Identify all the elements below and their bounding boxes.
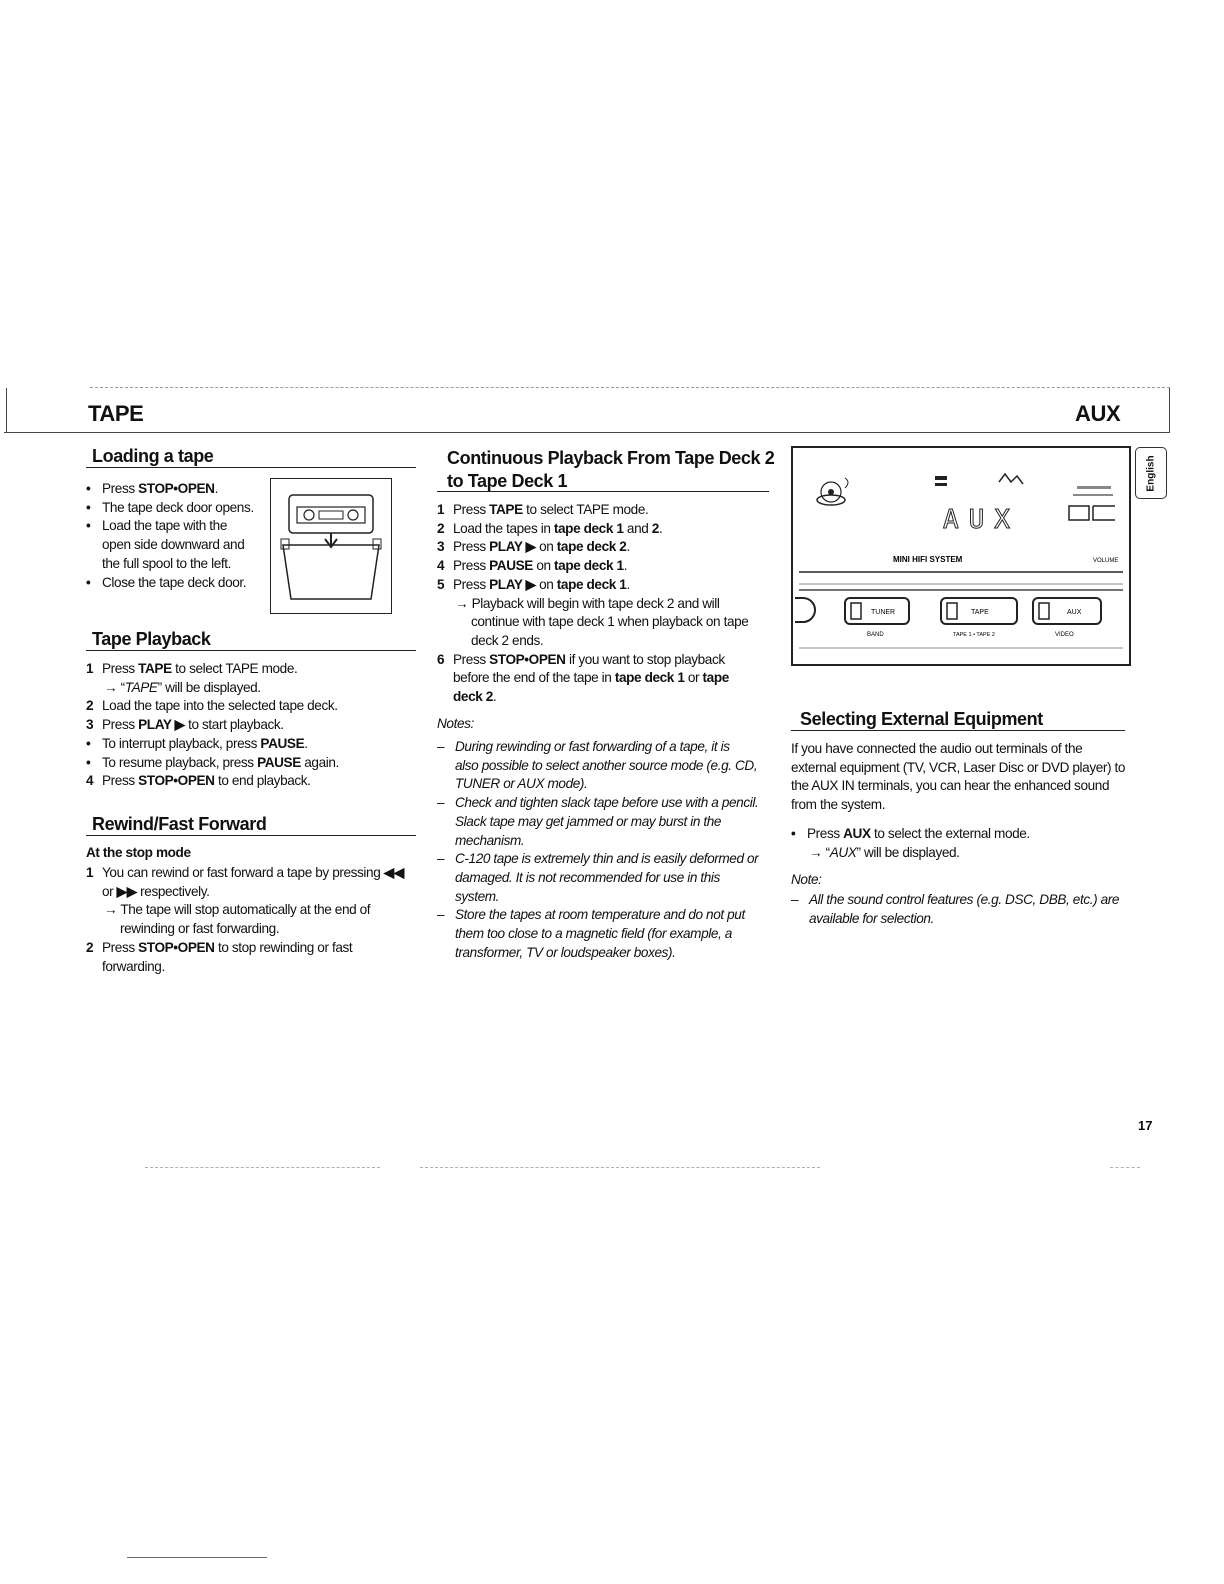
list-item-text (453, 502, 648, 517)
list-item (86, 697, 416, 716)
bold-term: tape deck 1 (556, 576, 627, 592)
note-item (437, 850, 772, 906)
list-marker: 6 (437, 651, 445, 667)
text-run: Press (102, 481, 139, 496)
text-run: or (102, 883, 117, 899)
text-run: Press (102, 773, 139, 789)
list-item (437, 669, 772, 688)
note-dash: – (437, 851, 445, 867)
note-line: TUNER or AUX mode). (455, 776, 588, 792)
list-item-text (453, 689, 496, 704)
text-run: ” will be displayed. (157, 679, 261, 695)
list-item-text (102, 940, 352, 955)
list-item (437, 632, 772, 651)
bold-term: STOP•OPEN (138, 939, 215, 955)
header-bottom-rule (4, 432, 1170, 433)
cassette-deck-icon (271, 479, 391, 613)
heading-continuous-playback-line1: Continuous Playback From Tape Deck 2 (447, 448, 775, 468)
bold-term: STOP•OPEN (489, 651, 566, 667)
text-run: Press (453, 558, 490, 574)
list-marker: 2 (86, 698, 94, 714)
note-item (437, 906, 772, 962)
list-item-text (471, 633, 543, 648)
list-marker: • (86, 754, 91, 770)
bold-term: STOP•OPEN (138, 481, 215, 496)
paragraph-line: the AUX IN terminals, you can hear the enhanced sound (791, 778, 1110, 794)
bold-term: ◀◀ (383, 865, 404, 880)
bottom-blue-rule (127, 1557, 267, 1558)
note-dash: – (791, 892, 799, 907)
list-item-text (453, 539, 630, 554)
list-marker: 5 (437, 576, 445, 592)
list-item (86, 499, 266, 518)
list-marker: • (86, 735, 91, 751)
language-tab-label: English (1145, 454, 1157, 492)
text-run: Load the tapes in (453, 520, 554, 536)
paragraph-line: If you have connected the audio out terminals of the (791, 741, 1083, 756)
list-item (86, 901, 416, 920)
text-run: Press (807, 826, 844, 841)
text-run: . (304, 735, 308, 751)
note-line: also possible to select another source mode (e.g. CD, (455, 757, 758, 773)
note-item (437, 794, 772, 850)
heading-tape-playback: Tape Playback (92, 629, 211, 649)
note-item (791, 891, 1131, 928)
notes-label: Notes: (437, 716, 474, 731)
heading-rule-external (791, 730, 1125, 731)
list-item (86, 939, 416, 958)
disc-icon (817, 478, 848, 505)
note-label: Note: (791, 872, 822, 887)
text-run: → Playback will begin with tape deck 2 and will (455, 595, 720, 611)
tape-button-label: TAPE (971, 609, 989, 616)
text-run: to select TAPE mode. (522, 502, 649, 517)
bold-term: AUX (843, 826, 871, 841)
list-marker: 3 (86, 717, 94, 733)
text-run: before the end of the tape in (453, 670, 615, 686)
list-marker: 2 (437, 520, 445, 536)
bold-term: PAUSE (489, 558, 533, 574)
list-item (86, 555, 266, 574)
text-run: deck 2 ends. (471, 632, 544, 648)
list-item-text (809, 845, 960, 860)
heading-rule-continuous (437, 491, 769, 492)
list-item (86, 864, 416, 883)
list-item-text (102, 556, 231, 571)
list-item (437, 613, 772, 632)
heading-continuous-playback-line2: to Tape Deck 1 (447, 471, 568, 491)
cassette-illustration (270, 478, 392, 614)
list-item-text (102, 661, 297, 676)
panel-system-label: MINI HIFI SYSTEM (893, 555, 963, 564)
list-item-text (102, 537, 244, 552)
bold-term: PAUSE (260, 735, 305, 751)
list-item (86, 660, 416, 679)
list-item-text (455, 596, 720, 611)
list-marker: 4 (86, 773, 94, 789)
continuous-steps (437, 501, 772, 707)
list-item (437, 595, 772, 614)
text-run: Load the tape into the selected tape deck. (102, 698, 338, 714)
text-run: to select TAPE mode. (171, 661, 298, 676)
bold-term: PLAY ▶ (138, 717, 185, 733)
text-run: Press (453, 502, 490, 517)
list-item-text (102, 518, 227, 533)
list-item-text (453, 670, 729, 685)
list-item (86, 679, 416, 698)
text-run: on (532, 558, 555, 574)
list-item-text (102, 717, 284, 732)
heading-rule-loading (86, 467, 416, 468)
tape-button-caption: TAPE 1 • TAPE 2 (953, 632, 995, 638)
list-marker: 4 (437, 558, 445, 574)
text-run: Press (102, 939, 139, 955)
playback-steps (86, 660, 416, 791)
bold-term: PLAY ▶ (489, 539, 536, 555)
text-run: Close the tape deck door. (102, 574, 247, 590)
note-line: them too close to a magnetic field (for example, a (455, 926, 732, 942)
text-run: again. (300, 754, 339, 770)
text-run: to start playback. (184, 717, 284, 733)
list-item-text (102, 884, 210, 899)
text-run: Press (102, 661, 139, 676)
note-line: available for selection. (809, 910, 934, 926)
list-item (437, 520, 772, 539)
dbb-indicator-icon (935, 476, 947, 486)
list-item (437, 557, 772, 576)
list-item-text (102, 698, 338, 713)
external-steps (791, 825, 1131, 862)
list-item (86, 883, 416, 902)
heading-rewind-fast-forward: Rewind/Fast Forward (92, 814, 267, 834)
note-line: C-120 tape is extremely thin and is easily deformed or (455, 851, 759, 867)
header-right-tick (1169, 388, 1170, 432)
text-run: ” will be displayed. (856, 844, 960, 860)
list-marker: 1 (437, 502, 445, 517)
header-top-rule (90, 387, 1170, 388)
note-item (437, 738, 772, 794)
text-run: to end playback. (214, 773, 311, 789)
external-paragraph (791, 740, 1131, 815)
text-run: . (626, 539, 630, 555)
note-dash: – (437, 795, 445, 811)
panel-button-tape (941, 598, 1017, 638)
list-item-text (102, 865, 404, 880)
list-item-text (102, 959, 165, 974)
list-item-text (471, 614, 748, 629)
list-item (86, 574, 266, 593)
panel-button-aux (1033, 598, 1101, 638)
paragraph-line: from the system. (791, 797, 886, 813)
list-item (791, 825, 1131, 844)
aux-button-caption: VIDEO (1055, 632, 1074, 638)
note-line: Store the tapes at room temperature and do not put (455, 907, 745, 923)
list-item-text (453, 558, 627, 573)
scan-artifact-line (420, 1167, 820, 1168)
text-run: Press (453, 576, 490, 592)
list-item (437, 501, 772, 520)
text-run: Press (453, 651, 490, 667)
text-run: or (684, 670, 703, 686)
section-title-tape: TAPE (88, 401, 144, 426)
text-run: if you want to stop playback (565, 651, 725, 667)
heading-rule-rewind (86, 835, 416, 836)
list-item-text (120, 921, 279, 936)
text-run: Load the tape with the (102, 518, 227, 534)
continuous-notes (437, 738, 772, 962)
list-item-text (102, 481, 218, 496)
bold-term: deck 2 (453, 689, 493, 705)
list-item (437, 688, 772, 707)
list-item (86, 958, 416, 977)
heading-selecting-external-equipment: Selecting External Equipment (800, 709, 1043, 729)
tuner-button-caption: BAND (867, 632, 884, 638)
page-number: 17 (1138, 1118, 1153, 1133)
note-line: mechanism. (455, 832, 525, 848)
note-line: Check and tighten slack tape before use with a pencil. (455, 795, 759, 811)
tuner-button-label: TUNER (871, 609, 896, 616)
text-run: to stop rewinding or fast (214, 939, 353, 955)
rewind-subheading: At the stop mode (86, 845, 191, 860)
list-marker: • (86, 518, 91, 534)
panel-corner-label: VOLUME (1093, 558, 1119, 564)
list-item (437, 538, 772, 557)
signal-indicator-icon (999, 474, 1023, 484)
list-item-text (102, 755, 339, 770)
list-item (791, 844, 1131, 863)
list-item-text (104, 680, 261, 695)
list-item-text (102, 773, 311, 788)
aux-display-text: AUX (943, 505, 1020, 535)
list-item-text (104, 902, 370, 917)
list-marker: 3 (437, 539, 445, 555)
list-marker: 2 (86, 939, 94, 955)
list-item-text (102, 736, 308, 751)
text-run: . (658, 520, 663, 536)
list-item (86, 772, 416, 791)
bold-term: tape deck 1 (553, 520, 624, 536)
text-run: To resume playback, press (102, 754, 258, 770)
clock-indicator-icon (1069, 486, 1115, 520)
note-line: Slack tape may get jammed or may burst in the (455, 813, 722, 829)
list-marker: 1 (86, 865, 94, 880)
list-item (437, 651, 772, 670)
list-item-text (453, 521, 662, 536)
list-item (86, 480, 266, 499)
note-dash: – (437, 907, 445, 923)
bold-term: tape deck 2 (556, 539, 627, 555)
text-run: . (623, 558, 628, 574)
bold-term: ▶▶ (116, 883, 137, 899)
heading-rule-playback (86, 650, 416, 651)
bold-term: STOP•OPEN (138, 773, 215, 789)
text-run: Press (102, 717, 139, 733)
bold-term: PAUSE (257, 754, 301, 770)
text-run: continue with tape deck 1 when playback on tape (471, 614, 749, 630)
bold-term: tape deck 1 (554, 558, 624, 574)
note-line: All the sound control features (e.g. DSC, DBB, etc.) are (809, 892, 1120, 907)
text-run: respectively. (136, 883, 210, 899)
text-run: To interrupt playback, press (102, 735, 261, 751)
list-item (86, 920, 416, 939)
language-tab (1135, 447, 1167, 499)
section-title-aux: AUX (1075, 401, 1121, 426)
italic-term: AUX (829, 844, 857, 860)
list-item-text (453, 577, 630, 592)
external-notes (791, 891, 1131, 928)
text-run: . (492, 689, 497, 705)
text-run: → “ (809, 844, 830, 860)
note-line: transformer, TV or loudspeaker boxes). (455, 944, 676, 960)
text-run: to select the external mode. (870, 826, 1030, 841)
list-item-text (453, 652, 725, 667)
text-run: Press (453, 539, 490, 555)
aux-button-label: AUX (1067, 609, 1082, 616)
bold-term: TAPE (489, 502, 523, 517)
text-run: rewinding or fast forwarding. (120, 921, 280, 937)
scan-artifact-line (1110, 1167, 1140, 1168)
list-item-text (102, 500, 254, 515)
list-marker: • (86, 481, 91, 496)
text-run: open side downward and (102, 537, 245, 553)
text-run: on (535, 539, 557, 555)
loading-steps (86, 480, 266, 592)
list-item (86, 517, 266, 536)
front-panel-drawing (793, 448, 1129, 664)
list-marker: • (791, 826, 796, 841)
list-marker: • (86, 574, 91, 590)
heading-loading-a-tape: Loading a tape (92, 446, 214, 466)
list-marker: • (86, 499, 91, 515)
bold-term: tape (702, 670, 729, 686)
text-run: the full spool to the left. (102, 555, 232, 571)
note-line: During rewinding or fast forwarding of a tape, it is (455, 739, 730, 754)
text-run: → The tape will stop automatically at the end of (104, 902, 371, 918)
text-run: The tape deck door opens. (102, 499, 254, 515)
italic-term: TAPE (124, 679, 158, 695)
note-line: system. (455, 888, 500, 904)
list-item (437, 576, 772, 595)
paragraph-line: external equipment (TV, VCR, Laser Disc or DVD player) to (791, 759, 1126, 775)
list-item-text (102, 575, 246, 590)
text-run: → “ (104, 679, 125, 695)
text-run: on (535, 576, 557, 592)
bold-term: TAPE (138, 661, 172, 676)
list-marker: 1 (86, 661, 94, 676)
bold-term: 2 (651, 520, 659, 536)
scan-artifact-line (145, 1167, 380, 1168)
list-item-text (807, 826, 1030, 841)
note-line: damaged. It is not recommended for use in this (455, 869, 720, 885)
list-item (86, 754, 416, 773)
rewind-steps (86, 864, 416, 976)
bold-term: PLAY ▶ (489, 576, 536, 592)
list-item (86, 735, 416, 754)
text-run: You can rewind or fast forward a tape by pressing (102, 865, 384, 880)
text-run: and (623, 520, 652, 536)
bold-term: tape deck 1 (614, 670, 685, 686)
list-item (86, 536, 266, 555)
note-dash: – (437, 739, 445, 754)
list-item (86, 716, 416, 735)
text-run: . (214, 481, 218, 496)
text-run: forwarding. (102, 958, 165, 974)
header-left-tick (6, 388, 7, 432)
panel-button-tuner (845, 598, 909, 638)
text-run: . (626, 576, 630, 592)
mini-hifi-panel-illustration (791, 446, 1131, 666)
